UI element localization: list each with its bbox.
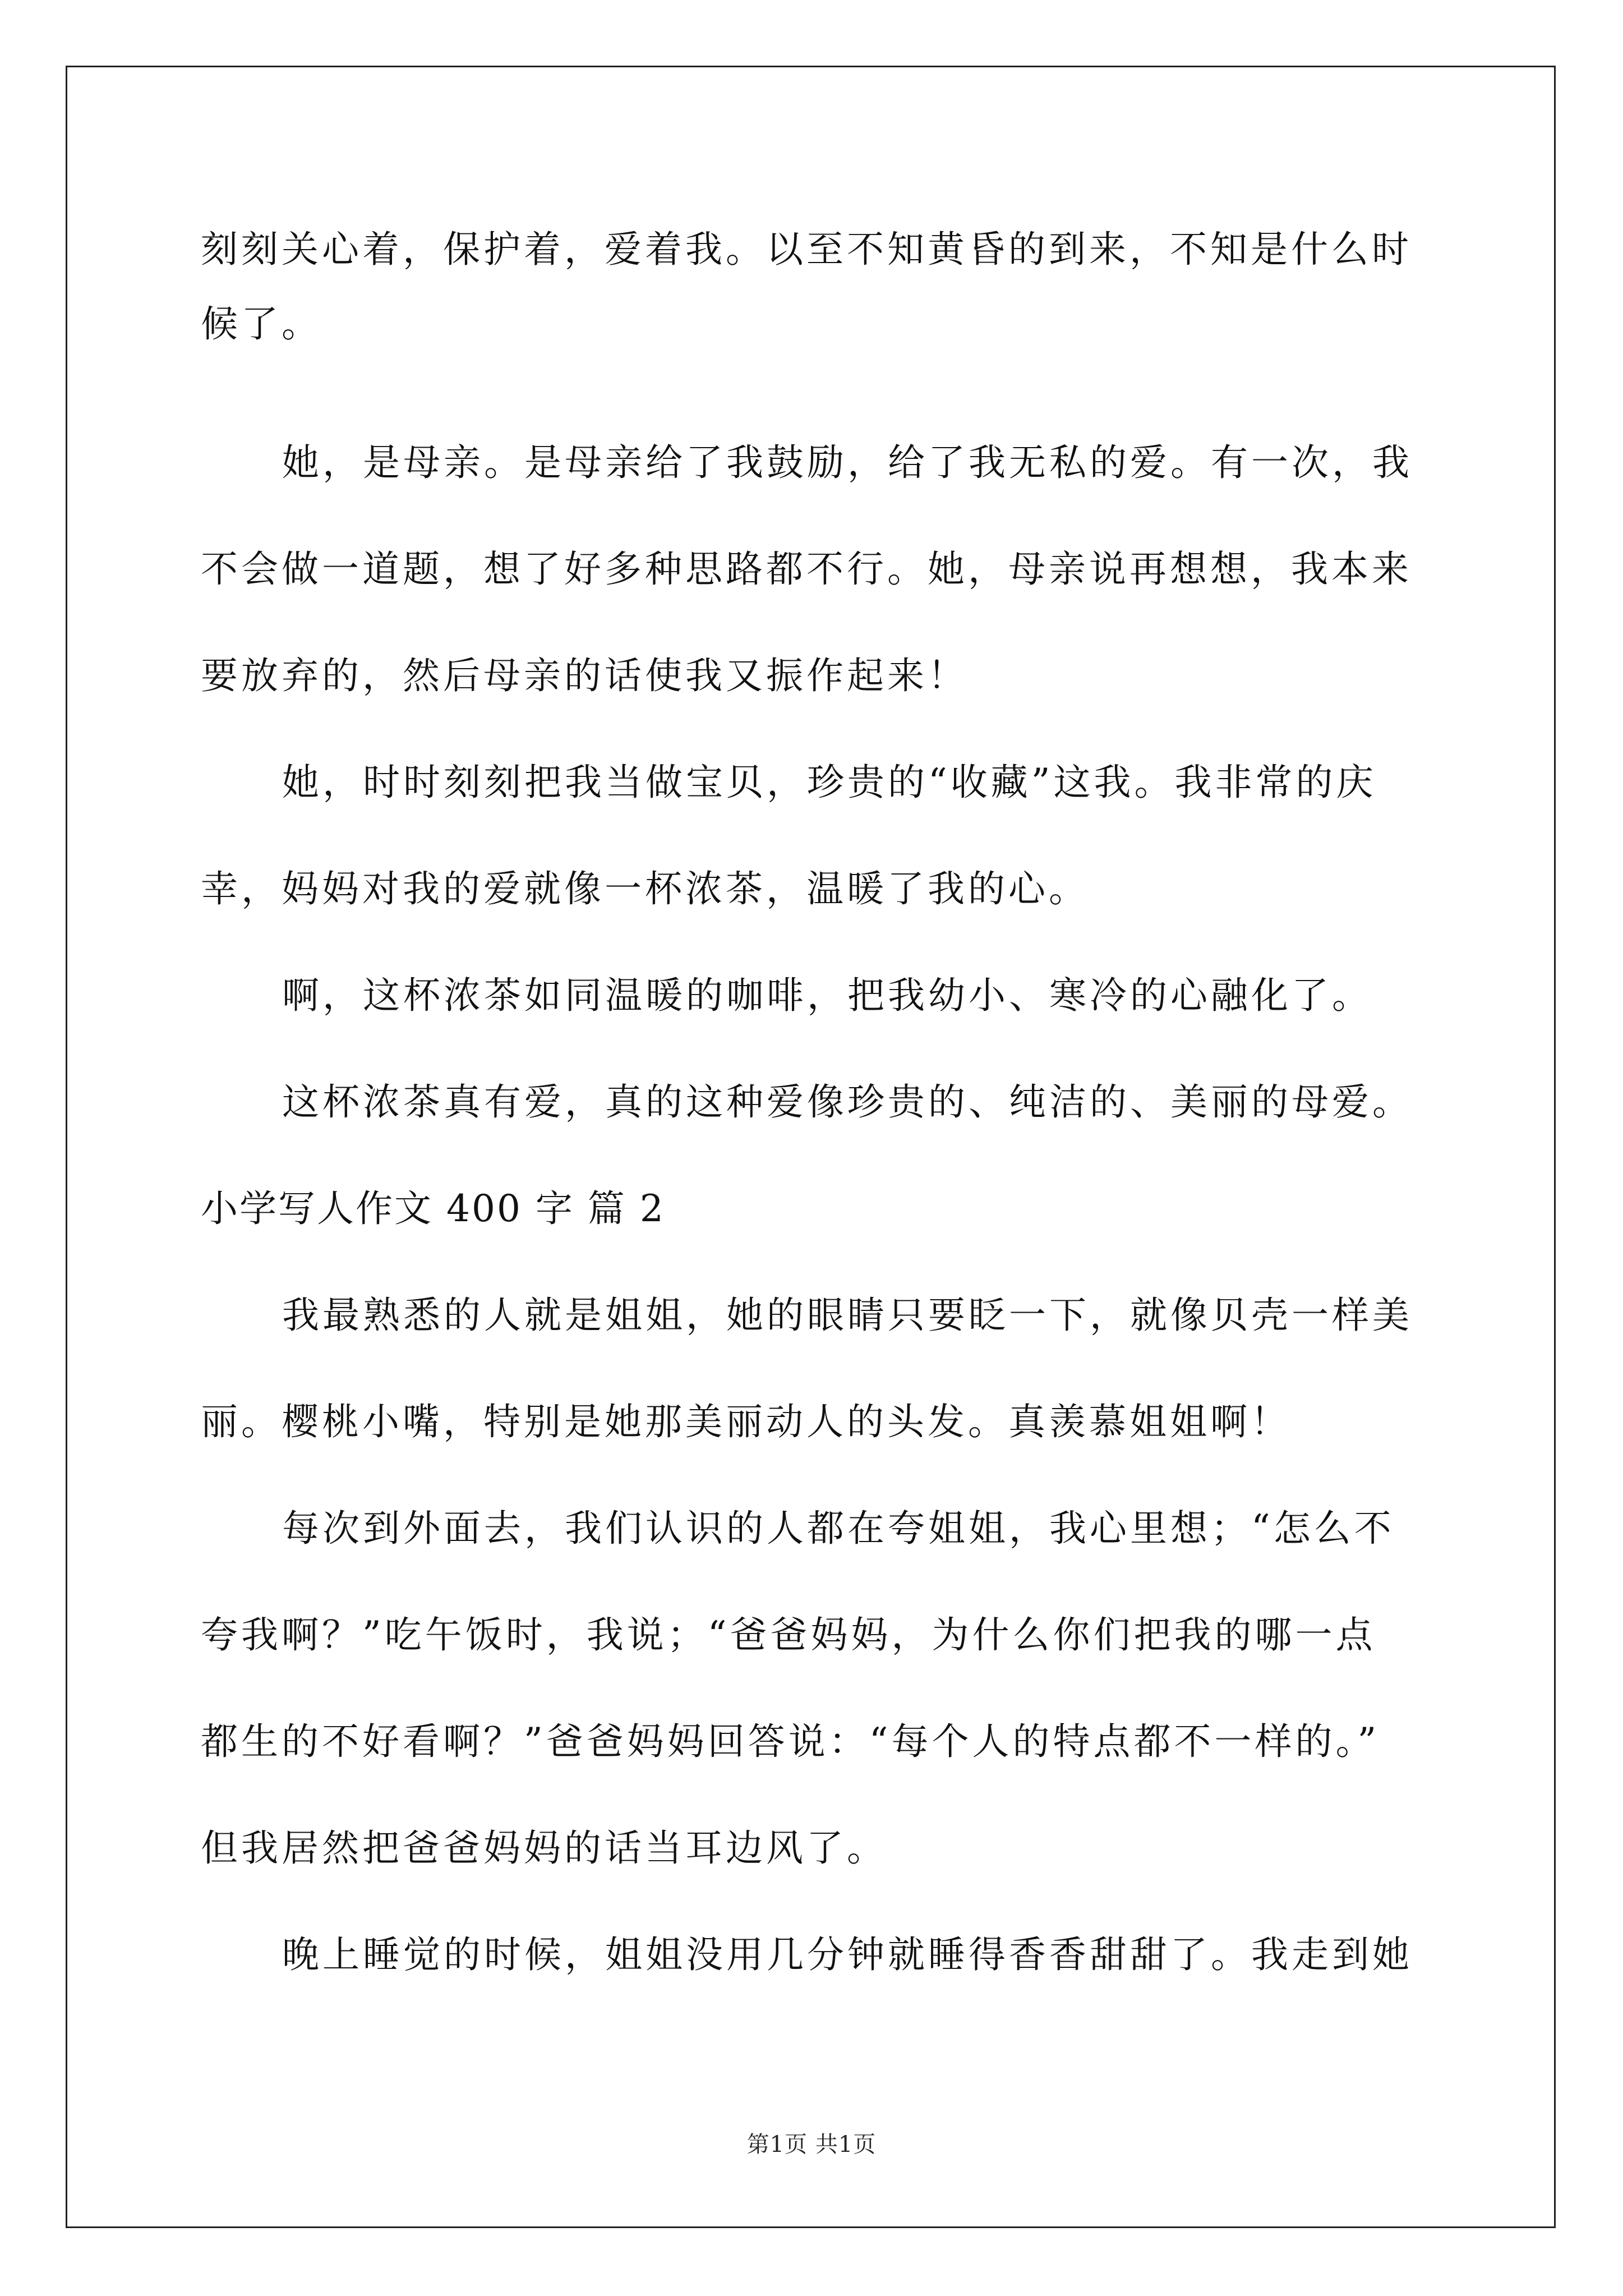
text-line: 不会做一道题，想了好多种思路都不行。她，母亲说再想想，我本来 — [201, 547, 1412, 591]
text-line: 刻刻关心着，保护着，爱着我。以至不知黄昏的到来，不知是什么时 — [201, 228, 1412, 271]
section-heading: 小学写人作文 400 字 篇 2 — [201, 1187, 665, 1230]
text-line: 幸，妈妈对我的爱就像一杯浓茶，温暖了我的心。 — [201, 867, 1089, 910]
text-line: 都生的不好看啊？”爸爸妈妈回答说：“每个人的特点都不一样的。” — [201, 1720, 1380, 1763]
text-line: 每次到外面去，我们认识的人都在夸姐姐，我心里想；“怎么不 — [282, 1507, 1395, 1550]
text-line: 这杯浓茶真有爱，真的这种爱像珍贵的、纯洁的、美丽的母爱。 — [282, 1080, 1413, 1124]
text-line: 夸我啊？”吃午饭时，我说；“爸爸妈妈，为什么你们把我的哪一点 — [201, 1613, 1376, 1657]
text-line: 候了。 — [201, 302, 322, 346]
text-line: 要放弃的，然后母亲的话使我又振作起来！ — [201, 654, 968, 697]
text-line: 我最熟悉的人就是姐姐，她的眼睛只要眨一下，就像贝壳一样美 — [282, 1294, 1413, 1337]
text-line: 她，时时刻刻把我当做宝贝，珍贵的“收藏”这我。我非常的庆 — [282, 761, 1377, 804]
page-number-footer: 第1页 共1页 — [746, 2132, 877, 2157]
text-line: 晚上睡觉的时候，姐姐没用几分钟就睡得香香甜甜了。我走到她 — [282, 1933, 1413, 1976]
text-line: 丽。樱桃小嘴，特别是她那美丽动人的头发。真羡慕姐姐啊！ — [201, 1400, 1291, 1443]
text-line: 啊，这杯浓茶如同温暖的咖啡，把我幼小、寒冷的心融化了。 — [282, 974, 1372, 1017]
text-line: 她，是母亲。是母亲给了我鼓励，给了我无私的爱。有一次，我 — [282, 441, 1413, 484]
page-border — [66, 66, 1556, 2228]
text-line: 但我居然把爸爸妈妈的话当耳边风了。 — [201, 1826, 887, 1870]
